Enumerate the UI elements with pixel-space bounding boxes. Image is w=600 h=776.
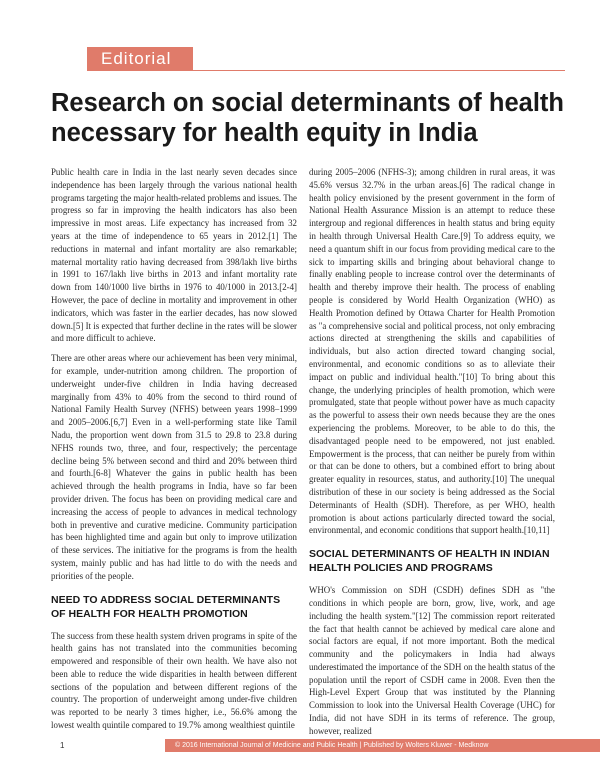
paragraph: WHO's Commission on SDH (CSDH) defines SDH as "the conditions in which people are born, grow, live, work, and age including the health system."[12] The commission report reiterated the fact that health cannot be achieved by medical care alone and social factors are equal, if not more important. Both the medical community and the policymakers in India had always underestimated the importance of the SDH on the health status of the population until the report of CSDH came in 2008. Even then the High-Level Expert Group that was instituted by the Planning Commission to look into the Universal Health Coverage (UHC) for India, did not have SDH in its terms of reference. The group, however, realized (309, 585, 555, 736)
page-number: 1 (60, 741, 65, 750)
paragraph: There are other areas where our achievement has been very minimal, for example, under-nutrition among children. The proportion of underweight under-five children in India having decreased marginally from 43% to 40% from the second to third round of National Family Health Survey (NFHS) between years 1998–1999 and 2005–2006.[6,7] Even in a well-performing state like Tamil Nadu, the proportion went down from 31.5 to 29.8 to 23.8 during NFHS rounds two, three, and four, respectively; the percentage decline being 5% between second and third and 20% between third and fourth.[6-8] Whatever the gains in public health has been achieved through the health programs in India, have so far been provider driven. The focus has been on providing medical care and increasing the access of people to advances in medical technology both in preventive and curative medicine. Community participation has been highlighted time and again but only to improve utilization of these services. The initiative for the programs is from the health system, mainly public and has had little to do with the needs and priorities of the people. (51, 353, 297, 581)
section-divider (193, 70, 565, 71)
right-column (309, 166, 555, 745)
section-tag: Editorial (87, 47, 193, 71)
paragraph: The success from these health system driven programs in spite of the health gains has not translated into the communities becoming empowered and responsible of their own health. We have also not been able to reduce the wide disparities in health between different sections of the population and between different regions of the country. The proportion of underweight among under-five children was reported to be nearly 3 times higher, i.e., 56.6% among the lowest wealth quintile compared to 19.7% among wealthiest quintile (51, 630, 297, 731)
left-column (51, 166, 297, 739)
paragraph: during 2005–2006 (NFHS-3); among children in rural areas, it was 45.6% versus 32.7% in the urban areas.[6] The radical change in health policy envisioned by the present government in the form of National Health Assurance Mission is an attempt to reduce these intergroup and regional differences in health status and bring equity in health through Universal Health Care.[9] To address equity, we need a quantum shift in our focus from providing medical care to the sick to imparting skills and bringing about behavioral change to finally enabling people to increase control over the determinants of health and thereby improve their health. The process of enabling people is considered by World Health Organization (WHO) as Health Promotion defined by Ottawa Charter for Health Promotion as "a comprehensive social and political process, not only embracing actions directed at strengthening the skills and capabilities of individuals, but also action directed toward changing social, environmental, and economic conditions so as to alleviate their impact on public and individual health."[10] To bring about this change, the underlying principles of health promotion, which were promulgated, state that people without power have as much capacity as the powerful to assess their own needs because they are the ones experiencing the problems. Moreover, to be able to do this, the disadvantaged people need to be empowered, not just enabled. Empowerment is the process, that can neither be purely from within or that can be done to others, but a combined effort to bring about greater equality in resources, status, and authority.[10] The unequal distribution of these in our society is being addressed as the Social Determinants of Health (SDH). Therefore, as per WHO, health promotion is about actions particularly directed toward the social, environmental, and economic conditions that support health.[10,11] (309, 167, 555, 536)
footer-copyright: © 2016 International Journal of Medicine and Public Health | Published by Wolters Kluwer - Medknow (165, 739, 600, 752)
article-title: Research on social determinants of health necessary for health equity in India (51, 89, 564, 147)
section-heading: NEED TO ADDRESS SOCIAL DETERMINANTS OF HEALTH FOR HEALTH PROMOTION (51, 593, 281, 620)
paragraph: Public health care in India in the last nearly seven decades since independence has been largely through the various national health programs targeting the major health-related problems and issues. The progress so far in improving the health indicators has also been impressive in most areas. Life expectancy has increased from 32 years at the time of independence to 65 years in 2012.[1] The reductions in maternal and infant mortality are also remarkable; maternal mortality ratio having decreased from 398/lakh live births in 1991 to 167/lakh live births in 2013 and infant mortality rate down from 140/1000 live births in 1976 to 40/1000 in 2013.[2-4] However, the pace of decline in mortality and improvement in other indicators, which was faster in the earlier decades, has now slowed down.[5] It is expected that further decline in the rates will be slower and more difficult to achieve. (51, 167, 297, 344)
section-heading: SOCIAL DETERMINANTS OF HEALTH IN INDIAN HEALTH POLICIES AND PROGRAMS (309, 548, 550, 575)
